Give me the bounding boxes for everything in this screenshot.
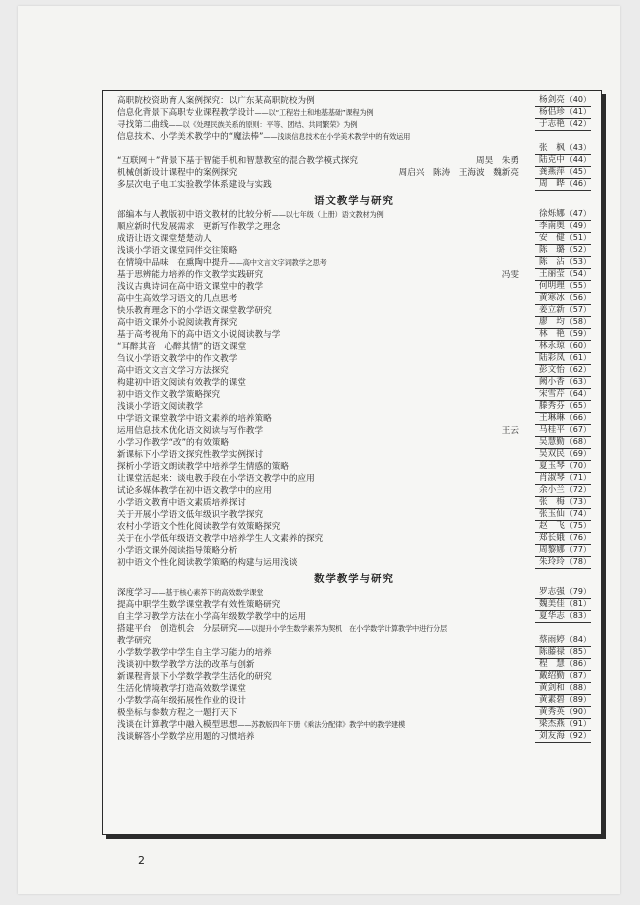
toc-entry[interactable] (117, 95, 591, 107)
entry-author: 夏华志 (539, 611, 565, 621)
toc-entry[interactable] (117, 533, 591, 545)
toc-entry[interactable] (117, 365, 591, 377)
entry-subtitle: ——苏教版四年下册《乘法分配律》教学中的教学建模 (237, 720, 406, 729)
entry-title-text: 关于在小学低年级语文教学中培养学生人文素养的探究 (117, 534, 324, 544)
entry-title (117, 95, 315, 107)
entry-author: 陈藤禄 (539, 647, 565, 657)
entry-title-text: 基于高考视角下的高中语文小说阅读教与学 (117, 330, 281, 340)
entry-author: 吴双民 (539, 449, 565, 459)
page-number: 2 (138, 854, 145, 867)
toc-entry[interactable] (117, 545, 591, 557)
entry-title (117, 521, 280, 533)
entry-page-number: （53） (564, 257, 591, 266)
entry-title (117, 461, 289, 473)
entry-author: 于志艳 (539, 119, 565, 129)
section-heading: 数学教学与研究 (314, 573, 394, 585)
entry-subtitle: ——浅谈信息技术在小学美术教学中的有效运用 (263, 132, 411, 141)
entry-title (117, 221, 280, 233)
entry-author: 陆彩凤 (539, 353, 565, 363)
entry-title (117, 281, 263, 293)
entry-page-number: （55） (564, 281, 591, 290)
entry-author: 安 健 (539, 233, 565, 243)
entry-title-text: 浅谈解答小学数学应用题的习惯培养 (117, 732, 255, 742)
entry-author: 阙小香 (539, 377, 565, 387)
entry-author: 余小兰 (539, 485, 565, 495)
toc-entry[interactable] (117, 461, 591, 473)
entry-author: 杨剑亮 (539, 95, 565, 105)
entry-page-number: （67） (564, 425, 591, 434)
entry-page-number: （85） (564, 647, 591, 656)
entry-page-number: （42） (564, 119, 591, 128)
entry-author: 徐烁娜 (539, 209, 565, 219)
entry-author: 罗志强 (539, 587, 565, 597)
entry-page-number: （65） (564, 401, 591, 410)
section-heading: 语文教学与研究 (314, 195, 394, 207)
entry-title-text: 小学数学教学中学生自主学习能力的培养 (117, 648, 272, 658)
entry-title-text: 探析小学语文朗读教学中培养学生情感的策略 (117, 462, 289, 472)
entry-title-text: 新课程背景下小学数学教学生活化的研究 (117, 672, 272, 682)
toc-entry[interactable] (117, 695, 591, 707)
entry-title-text: 顺应新时代发展需求 更新写作教学之理念 (117, 222, 281, 232)
entry-title-continued: 教学研究 (117, 636, 152, 646)
entry-title (117, 509, 263, 521)
entry-title-text: 快乐教育理念下的小学语文课堂教学研究 (117, 306, 272, 316)
entry-author: 戴绍勤 (539, 671, 565, 681)
entry-title (117, 497, 246, 509)
entry-title (117, 719, 405, 731)
entry-title-text: “耳醉其音 心醉其情”的语文课堂 (117, 342, 247, 352)
entry-title-text: 高中语文文言文学习方法探究 (117, 366, 229, 376)
entry-page-number: （64） (564, 389, 591, 398)
entry-author: 黄素碧 (539, 695, 565, 705)
entry-page-number: （91） (564, 719, 591, 728)
entry-title-text: 部编本与人教版初中语文教材的比较分析 (117, 210, 272, 220)
entry-author: 黄剑和 (539, 683, 565, 693)
entry-title-text: 试论多媒体教学在初中语文教学中的应用 (117, 486, 272, 496)
toc-entry[interactable] (117, 305, 591, 317)
entry-author: 龚燕萍 (539, 167, 565, 177)
entry-page-number: （90） (564, 707, 591, 716)
entry-title (117, 179, 272, 191)
entry-author: 刘友海 (539, 731, 565, 741)
entry-page-number: （57） (564, 305, 591, 314)
entry-page-number: （46） (564, 179, 591, 188)
entry-title-text: 深度学习 (117, 588, 152, 598)
entry-title (117, 329, 280, 341)
entry-author: 张 梅 (539, 497, 565, 507)
entry-page-number: （72） (564, 485, 591, 494)
entry-title-text: 多层次电子电工实验教学体系建设与实践 (117, 180, 272, 190)
entry-author-page (535, 118, 591, 131)
toc-entry[interactable] (117, 509, 591, 521)
entry-title-text: 浅谈初中数学教学方法的改革与创新 (117, 660, 255, 670)
entry-page-number: （89） (564, 695, 591, 704)
entry-page-number: （49） (564, 221, 591, 230)
entry-title (117, 305, 272, 317)
entry-author-page (535, 178, 591, 191)
entry-title (117, 671, 272, 683)
entry-author: 彭文怡 (539, 365, 565, 375)
toc-entry[interactable] (117, 683, 591, 695)
entry-page-number: （76） (564, 533, 591, 542)
entry-author: 蔡雨婷 (539, 635, 565, 645)
entry-author-page (535, 556, 591, 569)
entry-page-number: （84） (564, 635, 591, 644)
entry-page-number: （52） (564, 245, 591, 254)
entry-title-text: 浅谈小学语文阅读教学 (117, 402, 203, 412)
entry-title-text: 成语让语文课堂楚楚动人 (117, 234, 212, 244)
toc-entry[interactable] (117, 293, 591, 305)
entry-title (117, 131, 410, 143)
entry-title-text: 小学数学高年级拓展性作业的设计 (117, 696, 246, 706)
entry-page-number: （54） (564, 269, 591, 278)
entry-title (117, 557, 297, 569)
entry-page-number: （58） (564, 317, 591, 326)
toc-entry[interactable] (117, 707, 591, 719)
entry-page-number: （51） (564, 233, 591, 242)
entry-title (117, 257, 327, 269)
toc-entry[interactable] (117, 167, 591, 179)
entry-title-text: 提高中职学生数学课堂教学有效性策略研究 (117, 600, 281, 610)
entry-page-number: （92） (564, 731, 591, 740)
table-of-contents (102, 90, 602, 835)
entry-page-number: （59） (564, 329, 591, 338)
entry-title-text: 信息技术、小学美术教学中的“魔法棒” (117, 132, 264, 142)
toc-entry[interactable] (117, 329, 591, 341)
entry-page-number: （74） (564, 509, 591, 518)
entry-title (117, 683, 246, 695)
entry-title-text: 小学习作教学“改”的有效策略 (117, 438, 230, 448)
toc-entry[interactable] (117, 557, 591, 569)
entry-title-text: 浅谈小学语文课堂同伴交往策略 (117, 246, 238, 256)
entry-subtitle: ——以提升小学生数学素养为契机 在小学数学计算教学中进行分层 (237, 624, 447, 633)
entry-author: 杨侣珍 (539, 107, 565, 117)
entry-page-number: （60） (564, 341, 591, 350)
toc-entry[interactable] (117, 131, 591, 155)
entry-author: 魏美佳 (539, 599, 565, 609)
entry-author: 张玉仙 (539, 509, 565, 519)
entry-title (117, 587, 263, 599)
entry-title (117, 341, 246, 353)
entry-title (117, 647, 272, 659)
entry-author: 姜立新 (539, 305, 565, 315)
toc-entry[interactable] (117, 473, 591, 485)
entry-title-text: 农村小学语文个性化阅读教学有效策略探究 (117, 522, 281, 532)
entry-title (117, 293, 237, 305)
toc-entry[interactable] (117, 107, 591, 119)
entry-title-text: 寻找第二曲线 (117, 120, 169, 130)
entry-subtitle: ——以七年级（上册）语文教材为例 (271, 210, 384, 219)
entry-title (117, 659, 255, 671)
entry-page-number: （47） (564, 209, 591, 218)
toc-entry[interactable] (117, 425, 591, 437)
entry-title (117, 269, 263, 281)
entry-title (117, 209, 384, 221)
entry-author: 何明理 (539, 281, 565, 291)
entry-coauthors: 周启兴 陈涛 王海波 魏新亮 (398, 168, 519, 178)
toc-entry[interactable] (117, 449, 591, 461)
entry-page-number: （73） (564, 497, 591, 506)
entry-title (117, 413, 272, 425)
toc-entry[interactable] (117, 413, 591, 425)
entry-page-number: （86） (564, 659, 591, 668)
toc-entry[interactable] (117, 317, 591, 329)
entry-coauthors: 王云 (501, 426, 519, 436)
entry-title (117, 377, 246, 389)
entry-author: 赵 飞 (539, 521, 565, 531)
toc-entry[interactable] (117, 521, 591, 533)
journal-page (18, 6, 620, 894)
entry-title (117, 401, 203, 413)
toc-entry[interactable] (117, 341, 591, 353)
entry-page-number: （68） (564, 437, 591, 446)
entry-author: 梁杰燕 (539, 719, 565, 729)
entry-title (117, 155, 358, 167)
toc-entry[interactable] (117, 611, 591, 623)
entry-title-text: 机械创新设计课程中的案例探究 (117, 168, 238, 178)
toc-entry[interactable] (117, 281, 591, 293)
entry-title (117, 623, 447, 635)
toc-entry[interactable] (117, 209, 591, 221)
entry-subtitle: ——以“工程岩土和地基基础”课程为例 (254, 108, 374, 117)
entry-title (117, 389, 220, 401)
entry-title (117, 611, 306, 623)
entry-page-number: （79） (564, 587, 591, 596)
entry-author: 陈 璐 (539, 245, 565, 255)
entry-title (117, 533, 323, 545)
entry-title (117, 119, 357, 131)
toc-entry[interactable] (117, 437, 591, 449)
entry-page-number: （41） (564, 107, 591, 116)
toc-entry[interactable] (117, 671, 591, 683)
entry-title-text: 生活化情境教学打造高效数学课堂 (117, 684, 246, 694)
entry-title-text: 高中语文课外小说阅读教育探究 (117, 318, 238, 328)
entry-title-text: 构建初中语文阅读有效教学的课堂 (117, 378, 246, 388)
entry-author: 滕秀芬 (539, 401, 565, 411)
entry-author: 程 慧 (539, 659, 565, 669)
toc-entry[interactable] (117, 389, 591, 401)
entry-title-text: 基于思辨能力培养的作文教学实践研究 (117, 270, 264, 280)
entry-author-page (535, 610, 591, 623)
entry-page-number: （66） (564, 413, 591, 422)
entry-author: 陈 沾 (539, 257, 565, 267)
entry-author: 林 艳 (539, 329, 565, 339)
entry-author: 廖 均 (539, 317, 565, 327)
toc-entry[interactable] (117, 155, 591, 167)
toc-entry[interactable] (117, 269, 591, 281)
entry-title (117, 365, 229, 377)
entry-author: 夏玉琴 (539, 461, 565, 471)
toc-entry[interactable] (117, 731, 591, 743)
entry-title (117, 167, 237, 179)
entry-title-text: 让课堂活起来：谈电教手段在小学语文教学中的应用 (117, 474, 315, 484)
entry-title (117, 707, 237, 719)
entry-title-text: 浅议古典诗词在高中语文课堂中的教学 (117, 282, 264, 292)
entry-page-number: （43） (564, 143, 591, 152)
entry-title (117, 599, 280, 611)
toc-entry[interactable] (117, 623, 591, 647)
entry-title-text: 初中语文作文教学策略探究 (117, 390, 221, 400)
entry-page-number: （56） (564, 293, 591, 302)
entry-author: 林永琼 (539, 341, 565, 351)
entry-page-number: （78） (564, 557, 591, 566)
entry-author: 周黎娜 (539, 545, 565, 555)
toc-entry[interactable] (117, 119, 591, 131)
entry-subtitle: ——以《处理民族关系的原则：平等、团结、共同繁荣》为例 (168, 120, 358, 129)
entry-title (117, 449, 263, 461)
entry-page-number: （81） (564, 599, 591, 608)
entry-title-text: 新课标下小学语文探究性教学实例探讨 (117, 450, 264, 460)
entry-subtitle: ——高中文言文字词教学之思考 (228, 258, 327, 267)
toc-entry[interactable] (117, 353, 591, 365)
entry-title (117, 317, 237, 329)
toc-entry[interactable] (117, 497, 591, 509)
toc-entry[interactable] (117, 587, 591, 599)
entry-title (117, 233, 212, 245)
entry-title (117, 107, 373, 119)
entry-page-number: （83） (564, 611, 591, 620)
entry-page-number: （45） (564, 167, 591, 176)
entry-title-text: 高职院校资助育人案例探究：以广东某高职院校为例 (117, 96, 315, 106)
entry-author: 宋雪芹 (539, 389, 565, 399)
toc-entry[interactable] (117, 245, 591, 257)
toc-entry[interactable] (117, 719, 591, 731)
toc-entry[interactable] (117, 179, 591, 191)
entry-title (117, 473, 315, 485)
entry-author: 李南奥 (539, 221, 565, 231)
entry-title (117, 425, 263, 437)
entry-author: 吴慧勤 (539, 437, 565, 447)
entry-title-text: 浅谈在计算教学中融入模型思想 (117, 720, 238, 730)
entry-coauthors: 冯雯 (501, 270, 519, 280)
entry-author: 张 枫 (539, 143, 565, 153)
entry-title-text: “互联网＋”背景下基于智能手机和智慧教室的混合教学模式探究 (117, 156, 358, 166)
entry-page-number: （63） (564, 377, 591, 386)
entry-title (117, 485, 272, 497)
toc-entry[interactable] (117, 377, 591, 389)
entry-page-number: （75） (564, 521, 591, 530)
entry-author: 朱玲玲 (539, 557, 565, 567)
toc-entry[interactable] (117, 659, 591, 671)
entry-page-number: （69） (564, 449, 591, 458)
toc-entry[interactable] (117, 599, 591, 611)
entry-title (117, 245, 237, 257)
toc-entry[interactable] (117, 647, 591, 659)
entry-page-number: （70） (564, 461, 591, 470)
entry-title-text: 中学语文课堂教学中语文素养的培养策略 (117, 414, 272, 424)
entry-title-text: 刍议小学语文教学中的作文教学 (117, 354, 238, 364)
entry-page-number: （87） (564, 671, 591, 680)
entry-page-number: （61） (564, 353, 591, 362)
entry-title-text: 在情境中品味 在熏陶中提升 (117, 258, 229, 268)
entry-page-number: （62） (564, 365, 591, 374)
toc-entry[interactable] (117, 485, 591, 497)
entry-page-number: （77） (564, 545, 591, 554)
entry-title (117, 353, 237, 365)
entry-author: 周 晔 (539, 179, 565, 189)
entry-author: 黄秀英 (539, 707, 565, 717)
entry-author-page (535, 730, 591, 743)
toc-entry[interactable] (117, 257, 591, 269)
entry-author: 王丽莹 (539, 269, 565, 279)
entry-title (117, 731, 255, 743)
entry-page-number: （88） (564, 683, 591, 692)
entry-subtitle: ——基于核心素养下的高效数学课堂 (151, 588, 264, 597)
toc-entry[interactable] (117, 233, 591, 245)
entry-title-text: 搭建平台 创造机会 分层研究 (117, 624, 238, 634)
entry-author: 肖淑琴 (539, 473, 565, 483)
entry-title-text: 初中语文个性化阅读教学策略的构建与运用浅谈 (117, 558, 298, 568)
entry-coauthors: 周昊 朱勇 (476, 156, 519, 166)
entry-title (117, 545, 237, 557)
entry-page-number: （40） (564, 95, 591, 104)
entry-author: 陆克中 (539, 155, 565, 165)
entry-title-text: 小学语文教育中语文素质培养探讨 (117, 498, 246, 508)
entry-author: 马桂平 (539, 425, 565, 435)
toc-entry[interactable] (117, 401, 591, 413)
entry-title-text: 运用信息技术优化语文阅读与写作教学 (117, 426, 264, 436)
entry-page-number: （44） (564, 155, 591, 164)
entry-title-text: 自主学习教学方法在小学高年级数学教学中的运用 (117, 612, 307, 622)
entry-author: 郑长娥 (539, 533, 565, 543)
entry-author: 黄寒冰 (539, 293, 565, 303)
entry-author: 王琳琳 (539, 413, 565, 423)
entry-title-text: 信息化背景下高职专业课程教学设计 (117, 108, 255, 118)
entry-page-number: （71） (564, 473, 591, 482)
entry-title (117, 695, 246, 707)
entry-title (117, 437, 229, 449)
toc-entry[interactable] (117, 221, 591, 233)
entry-title-text: 极坐标与参数方程之一题打天下 (117, 708, 238, 718)
entry-title-text: 小学语文课外阅读指导策略分析 (117, 546, 238, 556)
entry-title-text: 关于开展小学语文低年级识字教学探究 (117, 510, 264, 520)
entry-title-text: 高中生高效学习语文的几点思考 (117, 294, 238, 304)
